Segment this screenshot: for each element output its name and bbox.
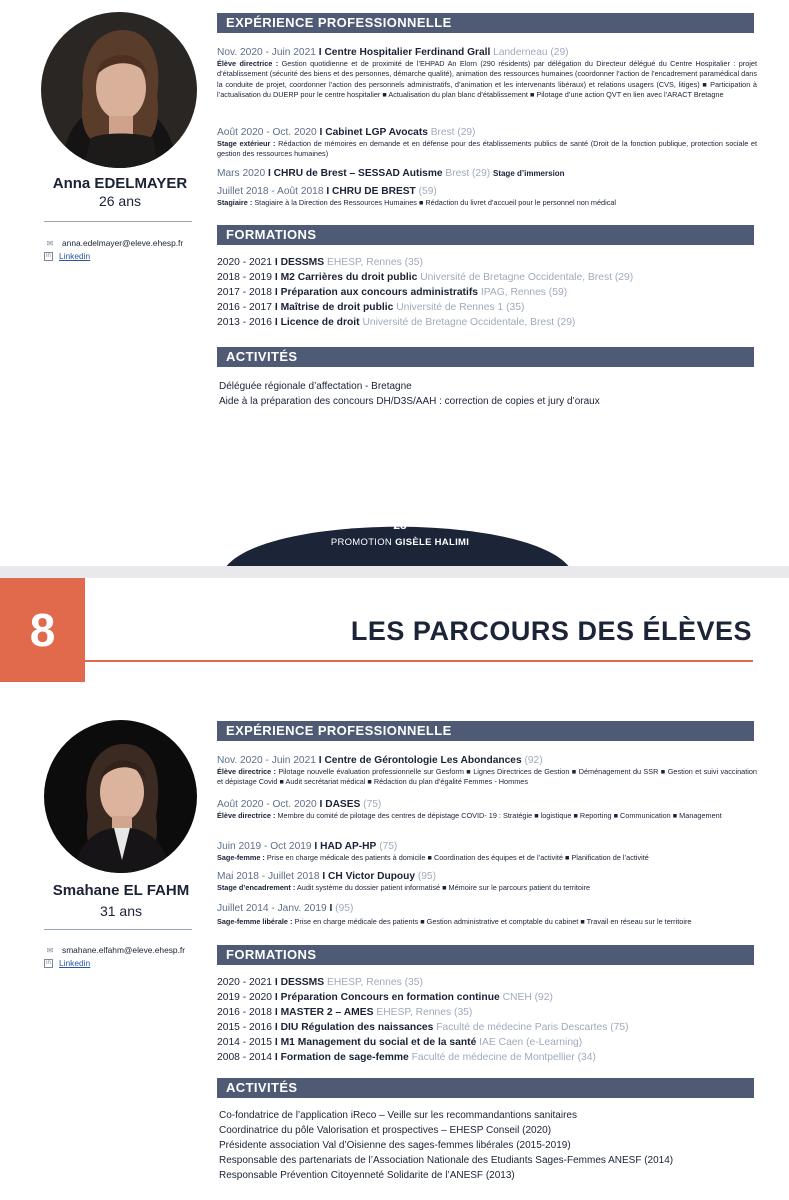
page-1 (0, 0, 789, 566)
exp-dates: Juillet 2018 - Août 2018 (217, 186, 324, 197)
edu-school: Université de Rennes 1 (35) (396, 302, 525, 313)
experience-item (217, 185, 757, 208)
linkedin-link[interactable]: Linkedin (59, 958, 91, 968)
formation-item: 2020 - 2021 I DESSMS EHESP, Rennes (35) (217, 977, 423, 988)
chapter-rule (85, 660, 753, 662)
exp-description: Gestion quotidienne et de proximité de l’EHPAD An Elorn (290 résidents) par délégation du Directeur délégué du Centre Hospitalier : projet d’établissement (sécurité des biens et des personnes, démarche qualité), animation des ressources humaines (coordonner l’action de l’encadrement paramédical dans la conduite de projet, coordonner l’action des personnels administratifs, d’animation et les intervenants libéraux) et relations usagers (CVS, litiges) ■ Participation à l’actualisation du DUERP pour le centre hospitalier ■ Actualisation du plan blanc d’établissement ■ Pilotage d’une action QVT en lien avec l’ARACT Bretagne (217, 59, 757, 100)
experience-item (217, 902, 757, 927)
page-number: 28 (393, 518, 407, 532)
exp-org: Centre Hospitalier Ferdinand Grall (324, 47, 491, 58)
edu-school: Faculté de médecine Paris Descartes (75) (436, 1022, 629, 1033)
edu-title: Formation de sage-femme (280, 1052, 409, 1063)
formations-heading: FORMATIONS (217, 225, 754, 245)
mail-icon: ✉ (46, 239, 54, 248)
exp-description: Stagiaire à la Direction des Ressources Humaines ■ Rédaction du livret d’accueil pour le personnel non médical (254, 198, 617, 207)
activity-item: Responsable des partenariats de l’Association Nationale des Etudiants Sages-Femmes ANESF (2014) (219, 1155, 674, 1166)
experience-item (217, 167, 757, 180)
exp-location: Brest (29) (430, 127, 476, 138)
edu-title: DESSMS (280, 257, 325, 268)
edu-title: MASTER 2 – AMES (280, 1007, 374, 1018)
exp-location: Brest (29) (445, 168, 491, 179)
edu-school: Faculté de médecine de Montpellier (34) (411, 1052, 596, 1063)
email-link[interactable]: smahane.elfahm@eleve.ehesp.fr (62, 945, 186, 955)
exp-org: DASES (325, 799, 361, 810)
separator: I (326, 186, 330, 197)
chapter-number: 8 (29, 604, 56, 656)
edu-dates: 2015 - 2016 (217, 1022, 272, 1033)
exp-role: Stagiaire : (217, 198, 253, 207)
formation-item: 2013 - 2016 I Licence de droit Université de Bretagne Occidentale, Brest (29) (217, 317, 576, 328)
linkedin-icon: in (44, 252, 53, 261)
exp-role: Stage extérieur : (217, 139, 276, 148)
exp-description: Rédaction de mémoires en demande et en défense pour des établissements publics de santé (Droit de la fonction publique, protection sociale et gestion des ressources humaines) (217, 139, 758, 159)
exp-dates: Mai 2018 - Juillet 2018 (217, 871, 320, 882)
exp-description: Pilotage nouvelle évaluation professionnelle sur Gesform ■ Lignes Directrices de Gestion ■ Déménagement du SSR ■ Gestion et suivi vaccination et dépistage Covid ■ Audit secrétariat médical ■ Rédaction du plan d’égalité Femmes - Hommes (217, 767, 757, 787)
contact-block (44, 237, 183, 263)
promotion-text: PROMOTION (330, 537, 393, 548)
separator: I (267, 168, 271, 179)
promotion-label (290, 537, 510, 548)
separator: I (314, 841, 318, 852)
profile-photo (44, 720, 197, 873)
exp-description: Prise en charge médicale des patients ■ Gestion administrative et comptable du cabinet ■ Travail en réseau sur le territoire (294, 917, 692, 926)
edu-dates: 2017 - 2018 (217, 287, 272, 298)
edu-school: Université de Bretagne Occidentale, Brest (29) (420, 272, 634, 283)
exp-role: Élève directrice : (217, 59, 279, 68)
exp-description: Audit système du dossier patient informatisé ■ Mémoire sur le parcours patient du territoire (296, 883, 591, 892)
edu-title: Préparation Concours en formation continue (280, 992, 500, 1003)
profile-name: Anna EDELMAYER (52, 175, 188, 192)
experience-item (217, 798, 757, 821)
edu-title: DESSMS (280, 977, 325, 988)
mail-icon: ✉ (46, 946, 54, 955)
edu-dates: 2008 - 2014 (217, 1052, 272, 1063)
exp-role: Sage-femme : (217, 853, 265, 862)
exp-dates: Mars 2020 (217, 168, 266, 179)
exp-org: Centre de Gérontologie Les Abondances (324, 755, 522, 766)
profile-photo (41, 12, 197, 168)
linkedin-link[interactable]: Linkedin (59, 251, 91, 261)
exp-role: Stage d’encadrement : (217, 883, 296, 892)
chapter-number-box (0, 578, 85, 682)
exp-location: (95) (335, 903, 354, 914)
exp-location: (95) (417, 871, 436, 882)
formation-item: 2020 - 2021 I DESSMS EHESP, Rennes (35) (217, 257, 423, 268)
page-gap (0, 566, 789, 578)
exp-location: (75) (363, 799, 382, 810)
linkedin-icon: in (44, 959, 53, 968)
experience-item (217, 870, 757, 893)
profile-name: Smahane EL FAHM (52, 882, 190, 899)
formation-item: 2019 - 2020 I Préparation Concours en formation continue CNEH (92) (217, 992, 553, 1003)
formation-item: 2008 - 2014 I Formation de sage-femme Faculté de médecine de Montpellier (34) (217, 1052, 596, 1063)
exp-dates: Août 2020 - Oct. 2020 (217, 799, 317, 810)
separator: I (319, 799, 323, 810)
exp-location: Landerneau (29) (493, 47, 569, 58)
edu-title: M2 Carrières du droit public (280, 272, 418, 283)
exp-location: (59) (418, 186, 437, 197)
edu-dates: 2013 - 2016 (217, 317, 272, 328)
page-2 (0, 578, 789, 1200)
edu-school: Université de Bretagne Occidentale, Brest (29) (362, 317, 576, 328)
edu-dates: 2018 - 2019 (217, 272, 272, 283)
profile-age: 26 ans (98, 193, 142, 209)
edu-school: EHESP, Rennes (35) (326, 977, 423, 988)
edu-school: CNEH (92) (502, 992, 553, 1003)
edu-school: EHESP, Rennes (35) (376, 1007, 473, 1018)
exp-role: Sage-femme libérale : (217, 917, 293, 926)
separator: I (322, 871, 326, 882)
activity-item: Coordinatrice du pôle Valorisation et prospectives – EHESP Conseil (2020) (219, 1125, 552, 1136)
formation-item: 2016 - 2017 I Maîtrise de droit public Université de Rennes 1 (35) (217, 302, 525, 313)
contact-block (44, 944, 185, 970)
exp-extra: Stage d’immersion (492, 169, 565, 178)
separator: I (318, 47, 322, 58)
exp-role: Élève directrice : (217, 767, 276, 776)
email-link[interactable]: anna.edelmayer@eleve.ehesp.fr (62, 238, 184, 248)
edu-school: EHESP, Rennes (35) (326, 257, 423, 268)
separator: I (329, 903, 333, 914)
exp-location: (75) (379, 841, 398, 852)
edu-dates: 2019 - 2020 (217, 992, 272, 1003)
profile-age: 31 ans (99, 903, 143, 919)
activity-item: Aide à la préparation des concours DH/D3S/AAH : correction de copies et jury d’oraux (219, 396, 600, 407)
exp-dates: Nov. 2020 - Juin 2021 (217, 755, 316, 766)
exp-org: Cabinet LGP Avocats (325, 127, 428, 138)
edu-dates: 2016 - 2018 (217, 1007, 272, 1018)
experience-heading: EXPÉRIENCE PROFESSIONNELLE (217, 721, 754, 741)
exp-role: Élève directrice : (217, 811, 276, 820)
activity-item: Déléguée régionale d’affectation - Bretagne (219, 381, 412, 392)
activity-item: Responsable Prévention Citoyenneté Solidarite de l’ANESF (2013) (219, 1170, 515, 1181)
exp-org: CH Victor Dupouy (328, 871, 416, 882)
experience-item (217, 126, 757, 160)
edu-title: Licence de droit (280, 317, 360, 328)
activites-heading: ACTIVITÉS (217, 347, 754, 367)
chapter-title: LES PARCOURS DES ÉLÈVES (350, 616, 752, 646)
edu-title: M1 Management du social et de la santé (280, 1037, 477, 1048)
activity-item: Co-fondatrice de l’application iReco – Veille sur les recommandantions sanitaires (219, 1110, 577, 1121)
exp-dates: Août 2020 - Oct. 2020 (217, 127, 317, 138)
exp-dates: Juillet 2014 - Janv. 2019 (217, 903, 327, 914)
formation-item: 2018 - 2019 I M2 Carrières du droit public Université de Bretagne Occidentale, Brest (29) (217, 272, 634, 283)
exp-org: CHRU de Brest – SESSAD Autisme (273, 168, 443, 179)
edu-title: Préparation aux concours administratifs (280, 287, 479, 298)
edu-dates: 2020 - 2021 (217, 977, 272, 988)
exp-dates: Nov. 2020 - Juin 2021 (217, 47, 316, 58)
formation-item: 2016 - 2018 I MASTER 2 – AMES EHESP, Rennes (35) (217, 1007, 473, 1018)
divider (44, 929, 192, 930)
experience-item (217, 840, 757, 863)
activites-heading: ACTIVITÉS (217, 1078, 754, 1098)
experience-heading: EXPÉRIENCE PROFESSIONNELLE (217, 13, 754, 33)
formation-item: 2017 - 2018 I Préparation aux concours administratifs IPAG, Rennes (59) (217, 287, 568, 298)
divider (44, 221, 192, 222)
formations-heading: FORMATIONS (217, 945, 754, 965)
experience-item (217, 754, 757, 788)
separator: I (319, 127, 323, 138)
edu-school: IAE Caen (e-Learning) (479, 1037, 583, 1048)
edu-dates: 2014 - 2015 (217, 1037, 272, 1048)
exp-description: Prise en charge médicale des patients à domicile ■ Coordination des équipes et de l’activité ■ Planification de l’activité (266, 853, 649, 862)
experience-item (217, 46, 757, 101)
exp-org: CHRU DE BREST (332, 186, 416, 197)
edu-dates: 2020 - 2021 (217, 257, 272, 268)
edu-title: Maîtrise de droit public (280, 302, 394, 313)
promotion-name: GISÈLE HALIMI (395, 537, 470, 548)
exp-description: Membre du comité de pilotage des centres de dépistage COVID- 19 : Stratégie ■ logistique ■ Reporting ■ Communication ■ Management (277, 811, 722, 820)
exp-dates: Juin 2019 - Oct 2019 (217, 841, 312, 852)
edu-title: DIU Régulation des naissances (280, 1022, 434, 1033)
edu-dates: 2016 - 2017 (217, 302, 272, 313)
formation-item: 2014 - 2015 I M1 Management du social et de la santé IAE Caen (e-Learning) (217, 1037, 583, 1048)
formation-item: 2015 - 2016 I DIU Régulation des naissances Faculté de médecine Paris Descartes (75) (217, 1022, 629, 1033)
edu-school: IPAG, Rennes (59) (480, 287, 568, 298)
separator: I (318, 755, 322, 766)
exp-org: HAD AP-HP (320, 841, 377, 852)
exp-location: (92) (524, 755, 543, 766)
activity-item: Présidente association Val d’Oisienne des sages-femmes libérales (2015-2019) (219, 1140, 571, 1151)
